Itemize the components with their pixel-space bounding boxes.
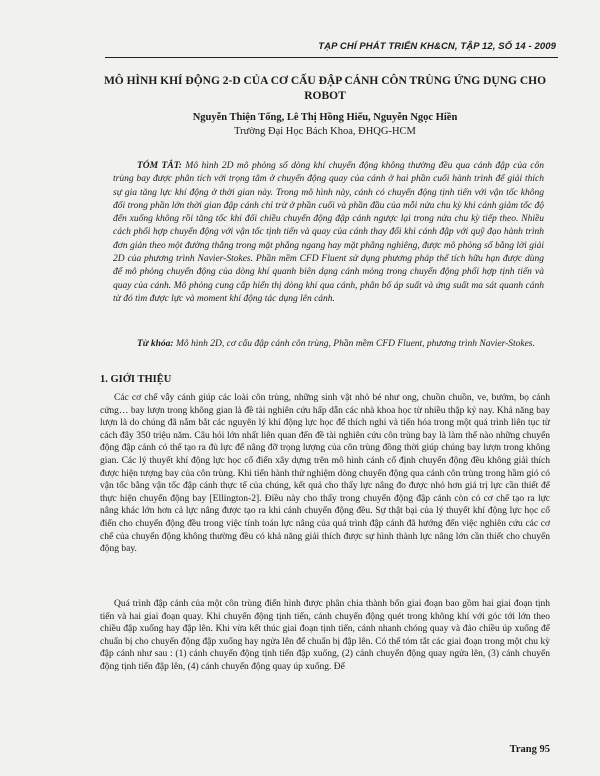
body-paragraph-1: Các cơ chế vẫy cánh giúp các loài côn trùng, những sinh vật nhỏ bé như ong, chuồn chuồn, ve, bướm, bọ cánh cứng… bay lượn trong không gian là đề tài nghiên cứu hấp dẫn các nhà khoa học từ nhiều thập kỷ nay. Khả năng bay lượn là do chúng đã nắm bắt các nguyên lý khí động lực học để thích nghi và tiến hóa trong một quá trình liên tục từ cách đây 350 triệu năm. Câu hỏi lớn nhất liên quan đến đề tài nghiên cứu côn trùng bay là làm thế nào những chuyển động đập cánh có thể tạo ra đủ lực để nâng đỡ trọng lượng của côn trùng đồng thời giúp chúng bay lượn trong không gian. Các lý thuyết khí động lực học cổ điển xây dựng trên mô hình cánh cố định chuyển động đều không giải thích được hiện tượng bay của côn trùng. Khi tiến hành thử nghiệm dòng chuyển động qua cánh côn trùng trong hầm gió có vận tốc bằng vận tốc đập cánh thực tế của chúng, kết quả cho thấy lực nâng đo được nhỏ hơn giá trị lực cần thiết để thực hiện chuyển động bay [Ellington-2]. Điều này cho thấy trong chuyển động đập cánh còn có cơ chế tạo ra lực nâng khác lớn hơn cả lực nâng được tạo ra khi cánh chuyển động đều. Sự thật bại của lý thuyết khí động lực học cổ điển cho chuyển động đều trong việc tính toán lực nâng của quá trình đập cánh đã hướng đến việc nghiên cứu các cơ chế của chuyển động không thường đều có khả năng giải thích được sự hình thành lực nâng lớn cần thiết cho chuyển động bay.: [100, 393, 550, 555]
abstract-text: Mô hình 2D mô phỏng số dòng khí chuyển động không thường đều qua cánh đập của côn trùng bay được phân tích với trọng tâm ở chuyển động quay của cánh ở hai phần cuối hành trình để giải thích sự gia tăng lực khí động ở thời gian này. Trong mô hình này, cánh có chuyển động tịnh tiến với vận tốc không đổi trong phần lớn thời gian đập cánh chỉ trừ ở phần cuối và phần đầu của mỗi nửa chu kỳ khi cánh giảm tốc độ đến xuống không rồi tăng tốc khi đổi chiều chuyển động đập cánh ngược lại trong nửa chu kỳ tiếp theo. Nhiều cách phối hợp chuyển động với vận tốc tịnh tiến và quay của cánh thay đổi khi cánh đập với quỹ đạo hành trình đơn giản theo một đường thẳng trong mặt phẳng ngang hay mặt phẳng nghiêng, được mô phỏng số bằng lời giải 2D của phương trình Navier-Stokes. Phần mềm CFD Fluent sử dụng phương pháp thể tích hữu hạn được dùng để mô phỏng chuyển động của dòng khí quanh biên dạng cánh mỏng trong chuyển động phối hợp tịnh tiến và quay của cánh. Mô phỏng cung cấp hiển thị dòng khí qua cánh, phân bố áp suất và ứng suất ma sát quanh cánh từ đó tìm được lực và moment khí động tác dụng lên cánh.: [113, 161, 545, 304]
keywords: [113, 338, 544, 351]
body-paragraph-2: Quá trình đập cánh của một côn trùng điển hình được phân chia thành bốn giai đoạn bao gồm hai giai đoạn tịnh tiến và hai giai đoạn quay. Khi chuyển động tịnh tiến, cánh chuyển động quét trong không khí với góc tới lớn theo chiều đập xuống hay đập lên. Khi vừa kết thúc giai đoạn tịnh tiến, cánh nhanh chóng quay và đảo chiều úp xuống để chuẩn bị cho chuyển động đập xuống hay ngửa lên để chuẩn bị đập lên. Có thể tóm tắt các giai đoạn trong một chu kỳ đập cánh như sau : (1) cánh chuyển động tịnh tiến đập xuống, (2) cánh chuyển động quay ngửa lên, (3) cánh chuyển động tịnh tiến đập lên, (4) cánh chuyển động quay úp xuống. Để: [100, 599, 550, 672]
keywords-label: Từ khóa:: [137, 339, 174, 349]
page-number: Trang 95: [509, 744, 550, 755]
section-heading-introduction: 1. GIỚI THIỆU: [100, 374, 172, 385]
article-title: MÔ HÌNH KHÍ ĐỘNG 2-D CỦA CƠ CẤU ĐẬP CÁNH CÔN TRÙNG ỨNG DỤNG CHO ROBOT: [103, 75, 547, 102]
keywords-text: Mô hình 2D, cơ cấu đập cánh côn trùng, Phần mềm CFD Fluent, phương trình Navier-Stokes.: [175, 339, 535, 349]
journal-header: TẠP CHÍ PHÁT TRIỂN KH&CN, TẬP 12, SỐ 14 - 2009: [318, 41, 556, 52]
header-divider: [105, 57, 558, 58]
article-authors: Nguyễn Thiện Tống, Lê Thị Hồng Hiếu, Nguyễn Ngọc Hiền: [192, 112, 458, 123]
abstract: [113, 160, 544, 306]
author-affiliation: Trường Đại Học Bách Khoa, ĐHQG-HCM: [234, 126, 416, 137]
abstract-label: TÓM TẮT:: [137, 161, 182, 171]
